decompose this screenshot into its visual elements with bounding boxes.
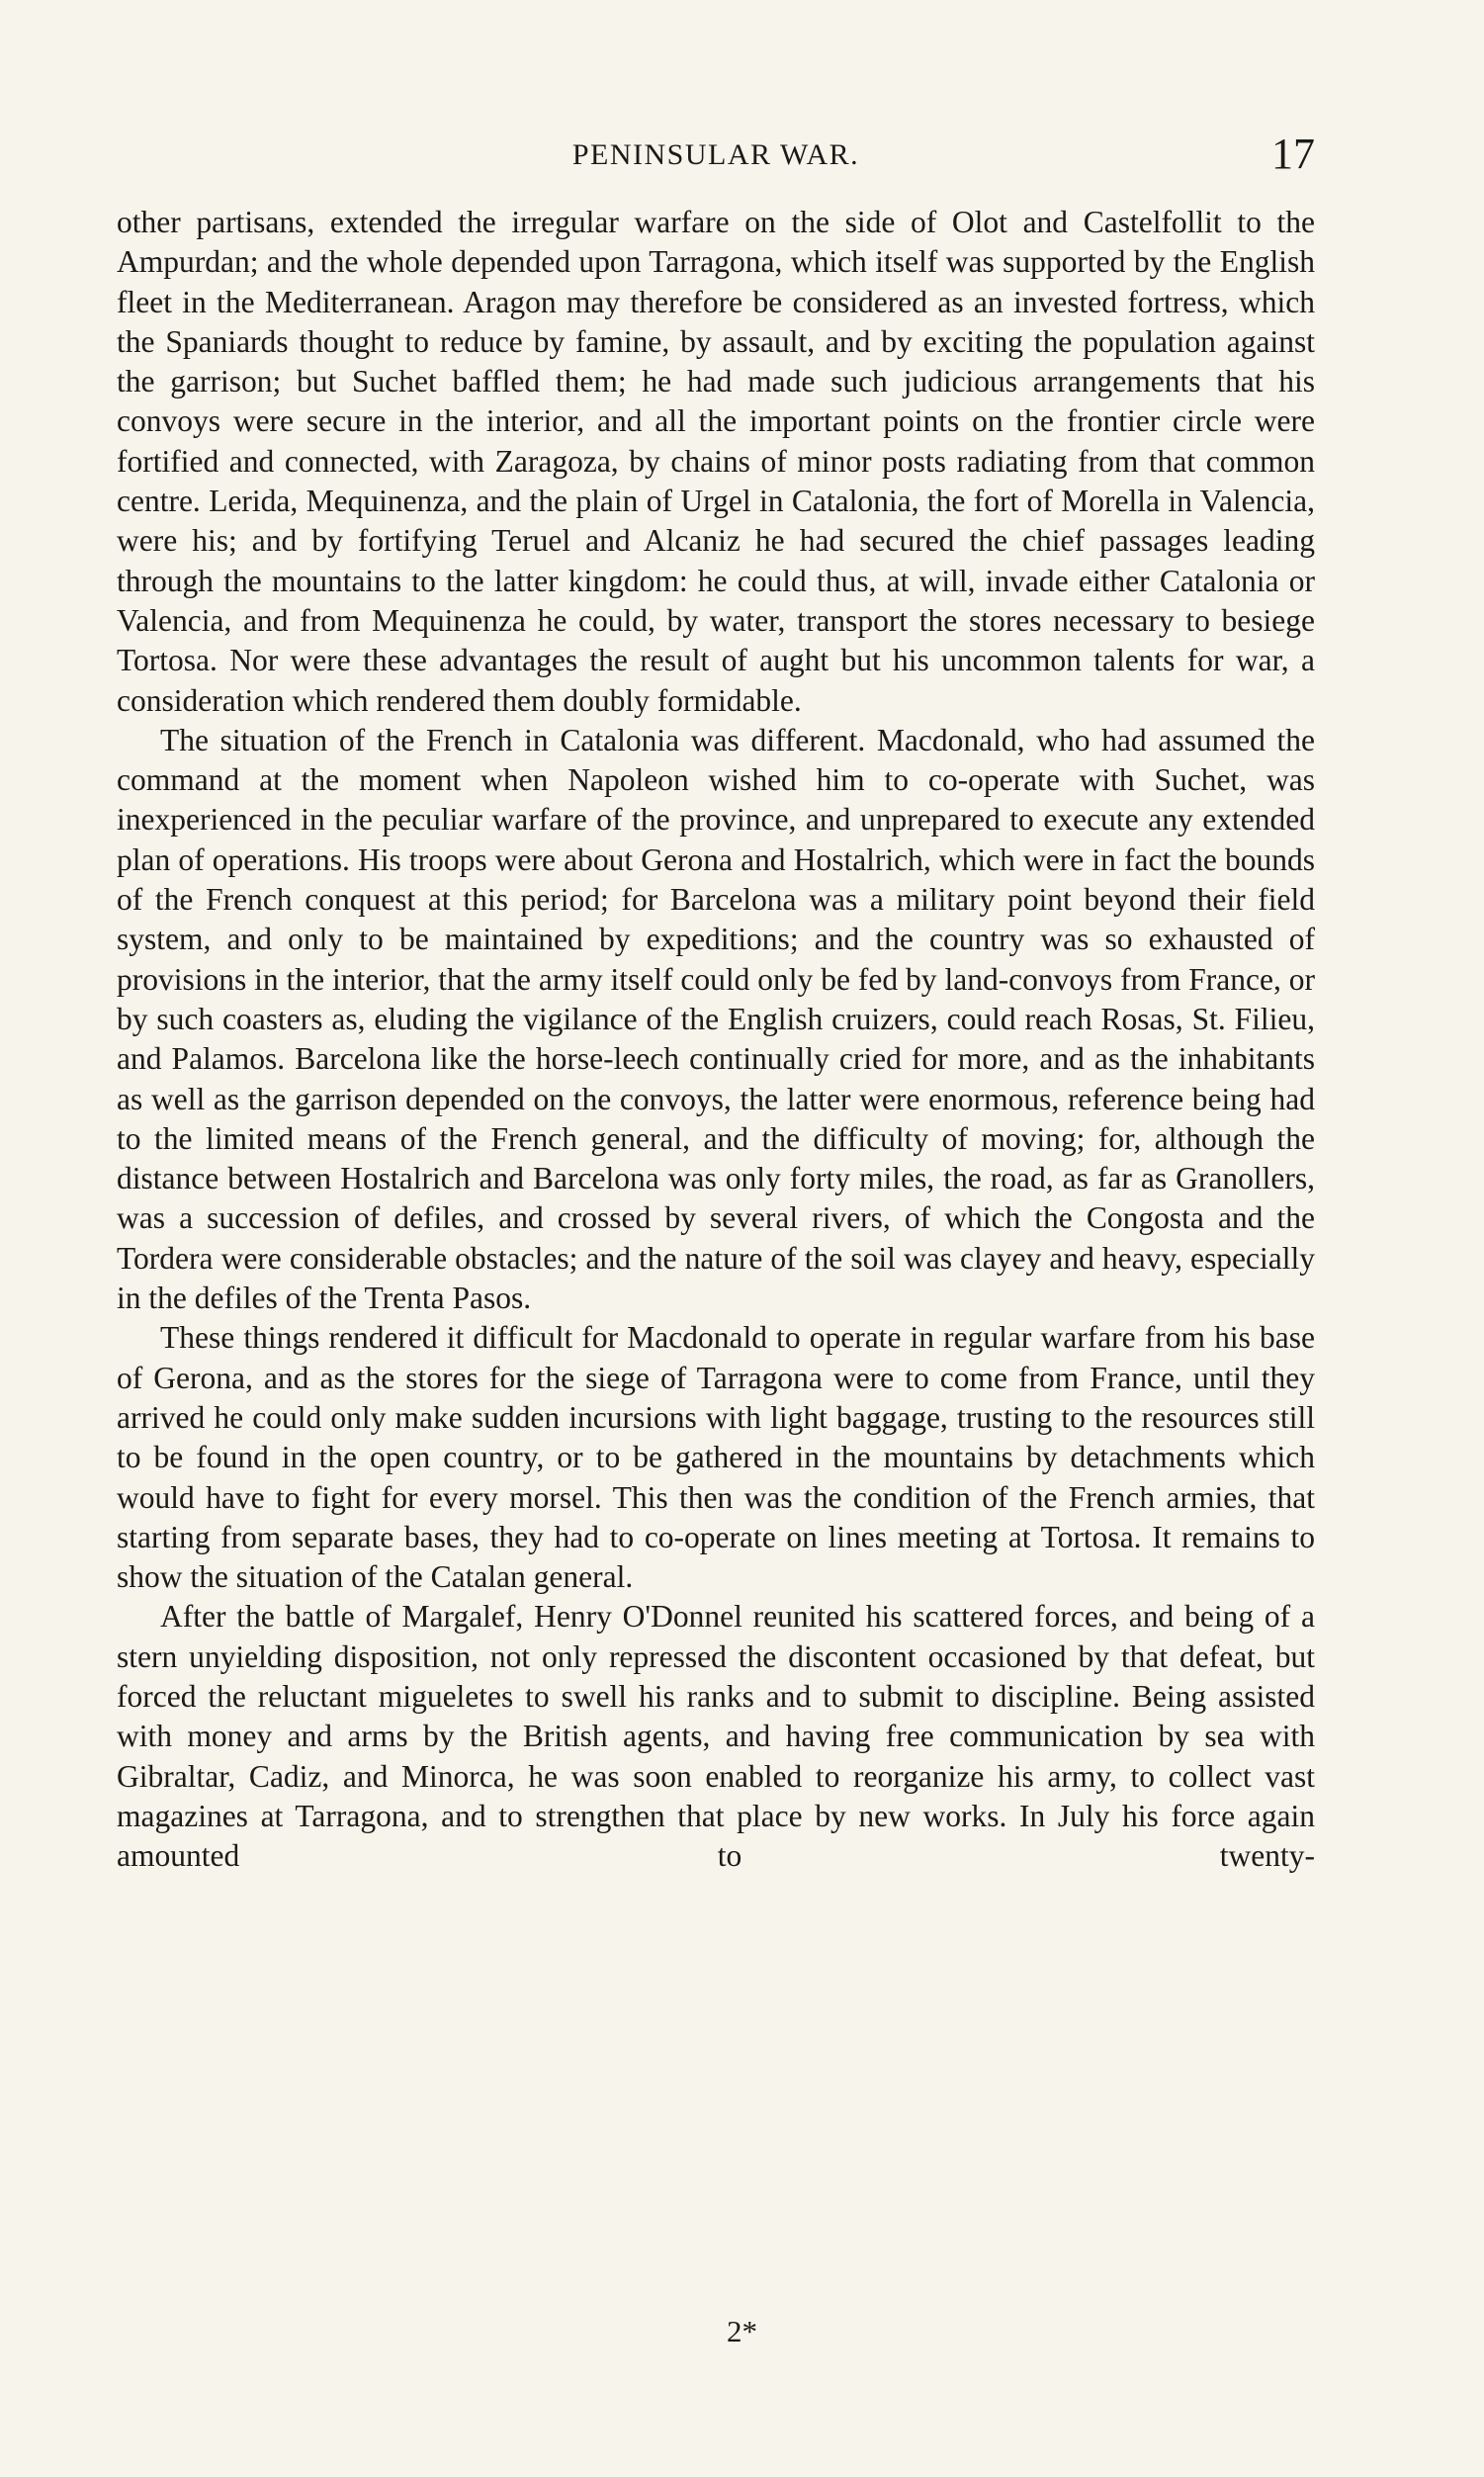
paragraph-1: other partisans, extended the irregular warfare on the side of Olot and Castelfollit to the Ampurdan; and the whole depended upon Tarragona, which itself was supported by the English fleet in the Mediterranean. Aragon may therefore be considered as an invested fortress, which the Spaniards thought to reduce by famine, by assault, and by exciting the population against the garrison; but Suchet baffled them; he had made such judicious arrangements that his convoys were secure in the interior, and all the important points on the frontier circle were fortified and connected, with Zaragoza, by chains of minor posts radiating from that common centre. Lerida, Mequinenza, and the plain of Urgel in Catalonia, the fort of Morella in Valencia, were his; and by fortifying Teruel and Alcaniz he had secured the chief passages leading through the mountains to the latter kingdom: he could thus, at will, invade either Catalonia or Valencia, and from Mequinenza he could, by water, transport the stores necessary to besiege Tortosa. Nor were these advantages the result of aught but his uncommon talents for war, a consideration which rendered them doubly formidable. xyxy=(117,205,1315,718)
body-text xyxy=(117,203,1315,1876)
running-head xyxy=(117,129,1315,178)
paragraph-2: The situation of the French in Catalonia was different. Macdonald, who had assumed the command at the moment when Napoleon wished him to co-operate with Suchet, was inexperienced in the peculiar warfare of the province, and unprepared to execute any extended plan of operations. His troops were about Gerona and Hostalrich, which were in fact the bounds of the French conquest at this period; for Barcelona was a military point beyond their field system, and only to be maintained by expeditions; and the country was so exhausted of provisions in the interior, that the army itself could only be fed by land-convoys from France, or by such coasters as, eluding the vigilance of the English cruizers, could reach Rosas, St. Filieu, and Palamos. Barcelona like the horse-leech continually cried for more, and as the inhabitants as well as the garrison depended on the convoys, the latter were enormous, reference being had to the limited means of the French general, and the difficulty of moving; for, although the distance between Hostalrich and Barcelona was only forty miles, the road, as far as Granollers, was a succession of defiles, and crossed by several rivers, of which the Congosta and the Tordera were considerable obstacles; and the nature of the soil was clayey and heavy, especially in the defiles of the Trenta Pasos. xyxy=(117,722,1315,1316)
signature-mark: 2* xyxy=(727,2314,757,2348)
paragraph-4: After the battle of Margalef, Henry O'Donnel reunited his scattered forces, and being of a stern unyielding disposition, not only repressed the discontent occasioned by that defeat, but forced the reluctant migueletes to swell his ranks and to submit to discipline. Being assisted with money and arms by the British agents, and having free communication by sea with Gibraltar, Cadiz, and Minorca, he was soon enabled to reorganize his army, to collect vast magazines at Tarragona, and to strengthen that place by new works. In July his force again amounted to twenty- xyxy=(117,1599,1315,1874)
running-title: PENINSULAR WAR. xyxy=(571,138,860,171)
page-number: 17 xyxy=(1271,130,1315,178)
paragraph-3: These things rendered it difficult for Macdonald to operate in regular warfare from his base of Gerona, and as the stores for the siege of Tarragona were to come from France, until they arrived he could only make sudden incursions with light baggage, trusting to the resources still to be found in the open country, or to be gathered in the mountains by detachments which would have to fight for every morsel. This then was the condition of the French armies, that starting from separate bases, they had to co-operate on lines meeting at Tortosa. It remains to show the situation of the Catalan general. xyxy=(117,1320,1315,1595)
